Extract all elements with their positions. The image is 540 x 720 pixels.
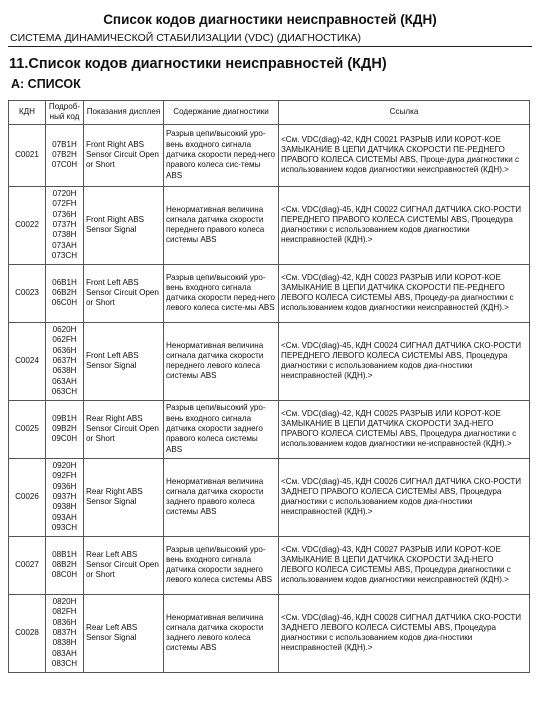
section-title: 11.Список кодов диагностики неисправностей (КДН) (9, 56, 387, 72)
detail-code: 06C0H (51, 298, 78, 308)
detail-code: 07B1H (52, 139, 77, 149)
detail-code: 0836H (52, 617, 77, 627)
header-reference: Ссылка (279, 101, 530, 125)
display-text: Front Right ABS Sensor Signal (84, 186, 164, 264)
detail-code: 07C0H (51, 160, 78, 170)
dtc-code: C0027 (9, 536, 46, 594)
detail-code: 0720H (52, 189, 77, 199)
detail-code: 063AH (52, 376, 77, 386)
diagnosis-description: Ненормативная величина сигнала датчика скорости переднего левого колеса системы ABS (164, 322, 279, 400)
detail-code: 0738H (52, 230, 77, 240)
diagnosis-description: Разрыв цепи/высокий уро-вень входного сигнала датчика скорости перед-него правого колеса сис-темы ABS (164, 124, 279, 186)
detail-code: 0820H (52, 597, 77, 607)
detail-codes (46, 536, 84, 594)
diagnosis-description: Разрыв цепи/высокий уро-вень входного сигнала датчика скорости заднего правого колеса системы ABS (164, 400, 279, 458)
detail-code: 08C0H (51, 570, 78, 580)
detail-code: 0636H (52, 345, 77, 355)
dtc-code: C0024 (9, 322, 46, 400)
detail-code: 07B2H (52, 149, 77, 159)
table-row (9, 536, 530, 594)
table-row (9, 400, 530, 458)
detail-code: 0920H (52, 461, 77, 471)
reference-text: <См. VDC(diag)-45, КДН C0024 СИГНАЛ ДАТЧИКА СКО-РОСТИ ПЕРЕДНЕГО ЛЕВОГО КОЛЕСА СИСТЕМЫ ABS, Процедура диагностики с использованием кодов диа-гностики неисправностей (КДН).> (279, 322, 530, 400)
detail-code: 0637H (52, 355, 77, 365)
reference-text: <См. VDC(diag)-43, КДН C0027 РАЗРЫВ ИЛИ КОРОТ-КОЕ ЗАМЫКАНИЕ В ЦЕПИ ДАТЧИКА СКОРОСТИ ЗАД-НЕГО ЛЕВОГО КОЛЕСА СИСТЕМЫ ABS, Процедура диагностики с использованием кодов диагностики неисправностей (КДН).> (279, 536, 530, 594)
diagnosis-description: Ненормативная величина сигнала датчика скорости заднего левого колеса системы ABS (164, 594, 279, 672)
header-description: Содержание диагностики (164, 101, 279, 125)
detail-codes (46, 124, 84, 186)
reference-text: <См. VDC(diag)-42, КДН C0023 РАЗРЫВ ИЛИ КОРОТ-КОЕ ЗАМЫКАНИЕ В ЦЕПИ ДАТЧИКА СКОРОСТИ ПЕ-РЕДНЕГО ЛЕВОГО КОЛЕСА СИСТЕМЫ ABS, Процеду-ра диагностики с использованием кодов диагностики неисправностей (КДН).> (279, 264, 530, 322)
table-row (9, 322, 530, 400)
detail-code: 093AH (52, 512, 77, 522)
detail-code: 08B2H (52, 559, 77, 569)
reference-text: <См. VDC(diag)-45, КДН C0026 СИГНАЛ ДАТЧИКА СКО-РОСТИ ЗАДНЕГО ПРАВОГО КОЛЕСА СИСТЕМЫ ABS, Процедура диагностики с использованием кодов диа-гностики неисправностей (КДН).> (279, 458, 530, 536)
detail-code: 0837H (52, 627, 77, 637)
header-divider (8, 46, 532, 47)
detail-code: 092FH (52, 471, 77, 481)
detail-code: 0737H (52, 219, 77, 229)
display-text: Front Left ABS Sensor Signal (84, 322, 164, 400)
detail-code: 072FH (52, 199, 77, 209)
detail-code: 0938H (52, 502, 77, 512)
reference-text: <См. VDC(diag)-45, КДН C0022 СИГНАЛ ДАТЧИКА СКО-РОСТИ ПЕРЕДНЕГО ПРАВОГО КОЛЕСА СИСТЕМЫ ABS, Процедура диагностики с использованием кодов диагностики неисправностей (КДН).> (279, 186, 530, 264)
detail-code: 083AH (52, 648, 77, 658)
detail-code: 082FH (52, 607, 77, 617)
detail-codes (46, 594, 84, 672)
detail-code: 073CH (51, 250, 78, 260)
detail-code: 063CH (51, 386, 78, 396)
dtc-code: C0021 (9, 124, 46, 186)
detail-code: 0838H (52, 638, 77, 648)
table-row (9, 124, 530, 186)
detail-codes (46, 400, 84, 458)
reference-text: <См. VDC(diag)-42, КДН C0021 РАЗРЫВ ИЛИ КОРОТ-КОЕ ЗАМЫКАНИЕ В ЦЕПИ ДАТЧИКА СКОРОСТИ ПЕ-РЕДНЕГО ПРАВОГО КОЛЕСА СИСТЕМЫ ABS, Проце-дура диагностики с использованием кодов диагностики неисправностей (КДН).> (279, 124, 530, 186)
detail-code: 062FH (52, 335, 77, 345)
detail-codes (46, 186, 84, 264)
reference-text: <См. VDC(diag)-46, КДН C0028 СИГНАЛ ДАТЧИКА СКО-РОСТИ ЗАДНЕГО ЛЕВОГО КОЛЕСА СИСТЕМЫ ABS, Процедура диагностики с использованием кодов диа-гностики неисправностей (КДН).> (279, 594, 530, 672)
display-text: Rear Left ABS Sensor Signal (84, 594, 164, 672)
detail-code: 09C0H (51, 434, 78, 444)
header-title: Список кодов диагностики неисправностей (КДН) (103, 12, 437, 27)
detail-code: 0638H (52, 366, 77, 376)
dtc-code: C0023 (9, 264, 46, 322)
diagnosis-description: Разрыв цепи/высокий уро-вень входного сигнала датчика скорости заднего левого колеса системы ABS (164, 536, 279, 594)
diagnosis-description: Разрыв цепи/высокий уро-вень входного сигнала датчика скорости перед-него левого колеса систе-мы ABS (164, 264, 279, 322)
detail-codes (46, 264, 84, 322)
detail-code: 08B1H (52, 549, 77, 559)
detail-code: 09B1H (52, 413, 77, 423)
reference-text: <См. VDC(diag)-42, КДН C0025 РАЗРЫВ ИЛИ КОРОТ-КОЕ ЗАМЫКАНИЕ В ЦЕПИ ДАТЧИКА СКОРОСТИ ЗАД-НЕГО ПРАВОГО КОЛЕСА СИСТЕМЫ ABS, Процедура диагностики с использованием кодов диагностики не-исправностей (КДН).> (279, 400, 530, 458)
table-row (9, 264, 530, 322)
display-text: Front Left ABS Sensor Circuit Open or Short (84, 264, 164, 322)
table-row (9, 186, 530, 264)
detail-code: 093CH (51, 522, 78, 532)
detail-code: 0620H (52, 325, 77, 335)
diagnosis-description: Ненормативная величина сигнала датчика скорости заднего правого колеса системы ABS (164, 458, 279, 536)
detail-code: 0736H (52, 209, 77, 219)
detail-code: 09B2H (52, 423, 77, 433)
header-dtc: КДН (9, 101, 46, 125)
detail-code: 083CH (51, 658, 78, 668)
detail-code: 0937H (52, 491, 77, 501)
dtc-code: C0025 (9, 400, 46, 458)
table-row (9, 458, 530, 536)
header-detail-code: Подроб-ный код (46, 101, 84, 125)
detail-codes (46, 458, 84, 536)
detail-code: 0936H (52, 481, 77, 491)
header-subtitle: СИСТЕМА ДИНАМИЧЕСКОЙ СТАБИЛИЗАЦИИ (VDC) (ДИАГНОСТИКА) (10, 32, 361, 44)
detail-codes (46, 322, 84, 400)
detail-code: 073AH (52, 240, 77, 250)
detail-code: 06B2H (52, 287, 77, 297)
dtc-code: C0026 (9, 458, 46, 536)
dtc-code: C0028 (9, 594, 46, 672)
display-text: Front Right ABS Sensor Circuit Open or Short (84, 124, 164, 186)
display-text: Rear Right ABS Sensor Signal (84, 458, 164, 536)
display-text: Rear Right ABS Sensor Circuit Open or Short (84, 400, 164, 458)
header-display: Показания дисплея (84, 101, 164, 125)
dtc-code: C0022 (9, 186, 46, 264)
display-text: Rear Left ABS Sensor Circuit Open or Short (84, 536, 164, 594)
detail-code: 06B1H (52, 277, 77, 287)
section-subtitle: A: СПИСОК (11, 77, 81, 91)
diagnosis-description: Ненормативная величина сигнала датчика скорости переднего правого колеса системы ABS (164, 186, 279, 264)
dtc-table (8, 100, 530, 673)
table-row (9, 594, 530, 672)
table-header-row (9, 101, 530, 125)
